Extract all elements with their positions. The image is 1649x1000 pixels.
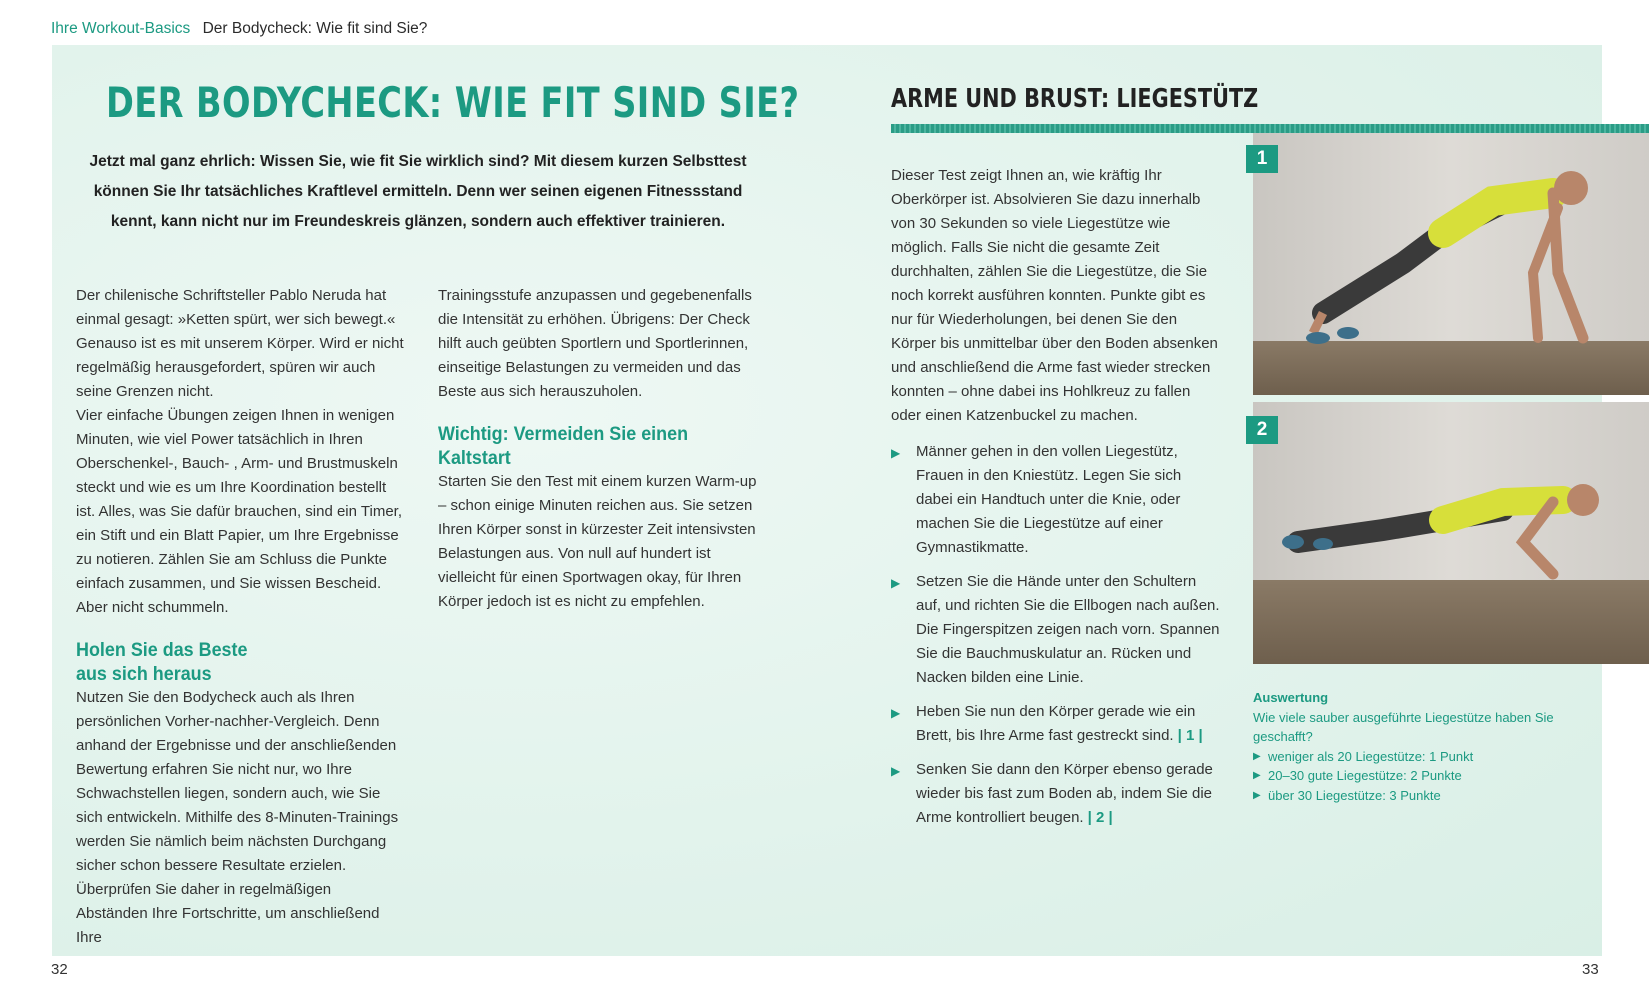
instruction-item bbox=[891, 570, 1221, 690]
column1-paragraph-3: Nutzen Sie den Bodycheck auch als Ihren persönlichen Vorher-nachher-Vergleich. Denn anhand der Ergebnisse und der anschließenden Bewertung erfahren Sie nicht nur, wo Ihre Schwachstellen liegen, sondern auch, wie Sie sich entwickeln. Mithilfe des 8-Minuten-Trainings werden Sie nämlich beim nächsten Durchgang sicher schon bessere Resultate erzielen. Überprüfen Sie daher in regelmäßigen Abständen Ihre Fortschritte, um anschließend Ihre bbox=[76, 689, 399, 946]
intro-text: Jetzt mal ganz ehrlich: Wissen Sie, wie fit Sie wirklich sind? Mit diesem kurzen Selbsttest können Sie Ihr tatsächliches Kraftlevel ermitteln. Denn wer seinen eigenen Fitnessstand kennt, kann nicht nur im Freundeskreis glänzen, sondern auch effektiver trainieren. bbox=[89, 153, 747, 230]
triangle-right-icon: ▶ bbox=[891, 446, 901, 460]
instruction-item bbox=[891, 758, 1221, 830]
photo-badge: 2 bbox=[1246, 416, 1278, 444]
column2-subheading-line-1: Wichtig: Vermeiden Sie einen bbox=[438, 423, 689, 445]
pushup-up-illustration bbox=[1253, 133, 1649, 395]
instruction-item bbox=[891, 700, 1221, 748]
photo-reference: | 2 | bbox=[1087, 809, 1113, 826]
evaluation-heading: Auswertung bbox=[1253, 690, 1329, 705]
evaluation-box bbox=[1253, 688, 1583, 805]
section-title: ARME UND BRUST: LIEGESTÜTZ bbox=[891, 84, 1259, 114]
pushup-photo-down bbox=[1253, 402, 1649, 664]
column1-subheading-line-1: Holen Sie das Beste bbox=[76, 639, 248, 661]
triangle-right-icon: ▶ bbox=[1253, 750, 1261, 762]
page-number-right: 33 bbox=[1582, 961, 1599, 978]
triangle-right-icon: ▶ bbox=[891, 576, 901, 590]
column1-paragraph-2: Vier einfache Übungen zeigen Ihnen in wenigen Minuten, wie viel Power tatsächlich in Ihren Oberschenkel-, Bauch- , Arm- und Brustmuskeln steckt und wie es um Ihre Koordination bestellt ist. Alles, was Sie dafür brauchen, sind ein Timer, ein Stift und ein Blatt Papier, um Ihre Ergebnisse zu notieren. Zählen Sie am Schluss die Punkte einfach zusammen, und Sie wissen Bescheid. Aber nicht schummeln. bbox=[76, 407, 402, 616]
instruction-text: Männer gehen in den vollen Liegestütz, Frauen in den Kniestütz. Legen Sie sich dabei ein Handtuch unter die Knie, oder machen Sie die Liegestütze auf einer Gymnastikmatte. bbox=[916, 443, 1182, 556]
evaluation-item-text: weniger als 20 Liegestütze: 1 Punkt bbox=[1268, 748, 1474, 764]
evaluation-item bbox=[1253, 786, 1583, 806]
photo-reference: | 1 | bbox=[1177, 727, 1203, 744]
triangle-right-icon: ▶ bbox=[891, 706, 901, 720]
column1-subheading bbox=[76, 638, 380, 686]
pushup-down-illustration bbox=[1253, 402, 1649, 664]
section-title-rule bbox=[891, 124, 1649, 133]
text-column-2 bbox=[438, 284, 768, 614]
photo-badge: 1 bbox=[1246, 145, 1278, 173]
running-head bbox=[51, 18, 427, 40]
evaluation-question: Wie viele sauber ausgeführte Liegestütze haben Sie geschafft? bbox=[1253, 709, 1554, 744]
instruction-text: Heben Sie nun den Körper gerade wie ein Brett, bis Ihre Arme fast gestreckt sind. bbox=[916, 703, 1196, 744]
text-column-1 bbox=[76, 284, 406, 950]
pushup-photo-up bbox=[1253, 133, 1649, 395]
triangle-right-icon: ▶ bbox=[891, 764, 901, 778]
instruction-text: Senken Sie dann den Körper ebenso gerade wieder bis fast zum Boden ab, indem Sie die Arme kontrolliert beugen. bbox=[916, 761, 1213, 826]
evaluation-item bbox=[1253, 747, 1583, 767]
text-column-3 bbox=[891, 164, 1221, 840]
evaluation-item bbox=[1253, 766, 1583, 786]
evaluation-item-text: über 30 Liegestütze: 3 Punkte bbox=[1268, 787, 1441, 803]
running-head-title: Der Bodycheck: Wie fit sind Sie? bbox=[202, 20, 428, 37]
column1-subheading-line-2: aus sich heraus bbox=[76, 663, 212, 685]
triangle-right-icon: ▶ bbox=[1253, 770, 1261, 781]
running-head-section: Ihre Workout-Basics bbox=[51, 20, 191, 37]
page-title: DER BODYCHECK: WIE FIT SIND SIE? bbox=[106, 78, 800, 127]
instruction-item bbox=[891, 440, 1221, 560]
column2-subheading bbox=[438, 422, 742, 470]
instruction-list bbox=[891, 440, 1221, 830]
evaluation-item-text: 20–30 gute Liegestütze: 2 Punkte bbox=[1268, 768, 1462, 783]
page-number-left: 32 bbox=[51, 961, 68, 978]
column2-subheading-line-2: Kaltstart bbox=[438, 447, 511, 469]
section-paragraph: Dieser Test zeigt Ihnen an, wie kräftig Ihr Oberkörper ist. Absolvieren Sie dazu innerhalb von 30 Sekunden so viele Liegestütze wie möglich. Falls Sie nicht die gesamte Zeit durchhalten, zählen Sie die Liegestütze, die Sie noch korrekt ausführen konnten. Punkte gibt es nur für Wiederholungen, bei denen Sie den Körper bis unmittelbar über den Boden absenken und anschließend die Arme fast wieder strecken konnten – ohne dabei ins Hohlkreuz zu fallen oder einen Katzenbuckel zu machen. bbox=[891, 167, 1218, 424]
column2-paragraph-1: Trainingsstufe anzupassen und gegebenenfalls die Intensität zu erhöhen. Übrigens: Der Check hilft auch geübten Sportlern und Sportlerinnen, einseitige Belastungen zu vermeiden und das Beste aus sich herauszuholen. bbox=[438, 287, 752, 400]
evaluation-list bbox=[1253, 747, 1583, 806]
triangle-right-icon: ▶ bbox=[1253, 789, 1261, 801]
instruction-text: Setzen Sie die Hände unter den Schultern auf, und richten Sie die Ellbogen nach außen. Die Fingerspitzen zeigen nach vorn. Spannen Sie die Bauchmuskulatur an. Rücken und Nacken bilden eine Linie. bbox=[916, 573, 1220, 686]
column1-paragraph-1: Der chilenische Schriftsteller Pablo Neruda hat einmal gesagt: »Ketten spürt, wer sich bewegt.« Genauso ist es mit unserem Körper. Wird er nicht regelmäßig herausgefordert, spüren wir auch seine Grenzen nicht. bbox=[76, 287, 404, 400]
column2-paragraph-2: Starten Sie den Test mit einem kurzen Warm-up – schon einige Minuten reichen aus. Sie setzen Ihren Körper sonst in kürzester Zeit intensivsten Belastungen aus. Von null auf hundert ist vielleicht für einen Sportwagen okay, für Ihren Körper jedoch ist es nicht zu empfehlen. bbox=[438, 473, 757, 610]
